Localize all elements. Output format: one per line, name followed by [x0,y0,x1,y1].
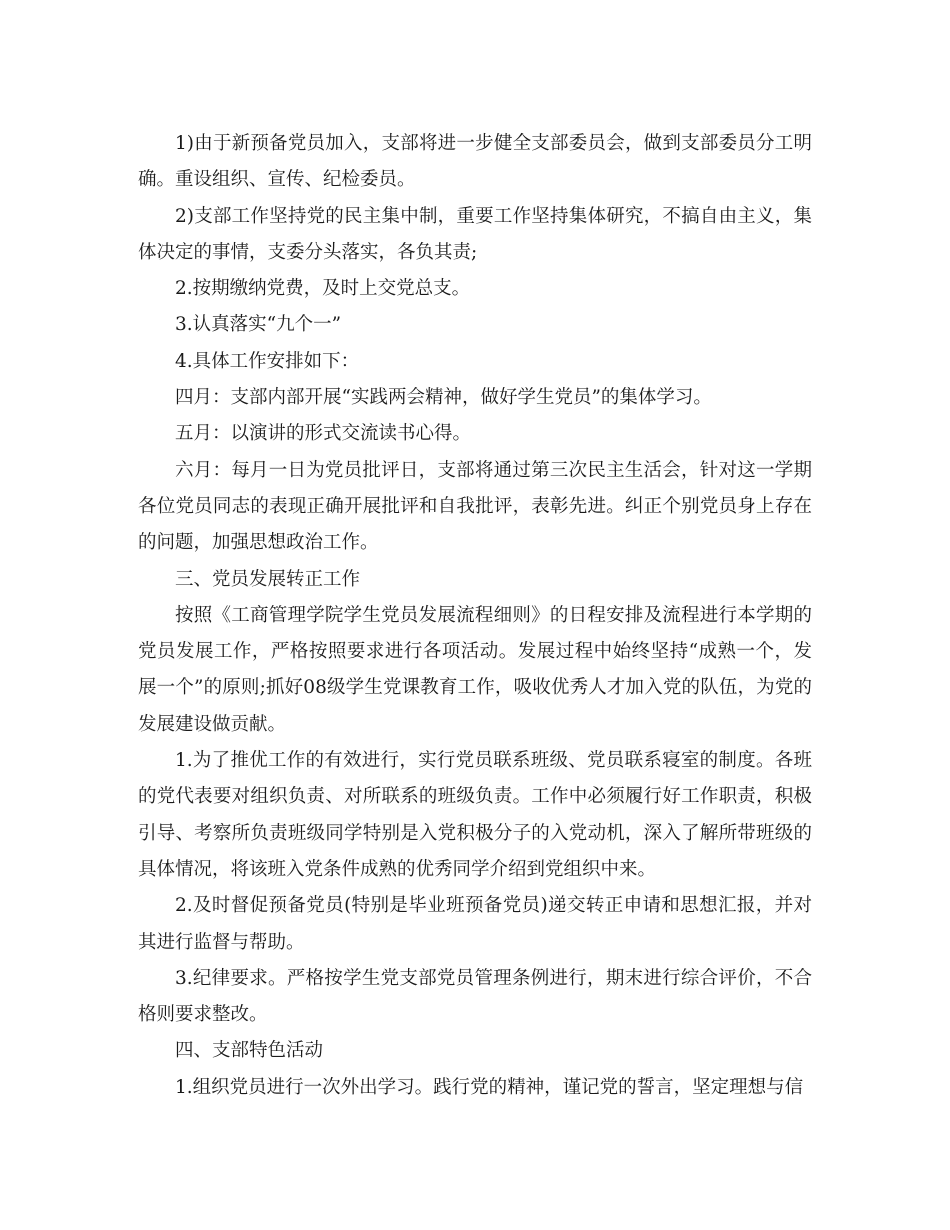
paragraph-may: 五月：以演讲的形式交流读书心得。 [175,423,472,445]
paragraph-june: 六月：每月一日为党员批评日，支部将通过第三次民主生活会，针对这一学期各位党员同志的表现正确开展批评和自我批评，表彰先进。纠正个别党员身上存在的问题，加强思想政治工作。 [138,459,812,554]
paragraph-party-dues: 2.按期缴纳党费，及时上交党总支。 [175,278,471,300]
paragraph-development-procedure: 按照《工商管理学院学生党员发展流程细则》的日程安排及流程进行本学期的党员发展工作，严格按照要求进行各项活动。发展过程中始终坚持“成熟一个，发展一个”的原则;抓好08级学生党课教育工作，吸收优秀人才加入党的队伍，为党的发展建设做贡献。 [138,604,812,735]
paragraph-discipline: 3.纪律要求。严格按学生党支部党员管理条例进行，期末进行综合评价，不合格则要求整改。 [138,967,812,1026]
paragraph-april: 四月：支部内部开展“实践两会精神，做好学生党员”的集体学习。 [175,387,712,409]
paragraph-branch-committee: 1)由于新预备党员加入，支部将进一步健全支部委员会，做到支部委员分工明确。重设组织、宣传、纪检委员。 [138,133,812,191]
paragraph-work-schedule: 4.具体工作安排如下： [175,350,360,372]
paragraph-study-trip: 1.组织党员进行一次外出学习。践行党的精神，谨记党的誓言，坚定理想与信 [175,1076,804,1098]
paragraph-nine-ones: 3.认真落实“九个一” [175,314,342,336]
section-heading-member-development: 三、党员发展转正工作 [175,568,361,590]
paragraph-recommendation-work: 1.为了推优工作的有效进行，实行党员联系班级、党员联系寝室的制度。各班的党代表要对组织负责、对所联系的班级负责。工作中必须履行好工作职责，积极引导、考察所负责班级同学特别是入党积极分子的入党动机，深入了解所带班级的具体情况，将该班入党条件成熟的优秀同学介绍到党组织中来。 [138,750,812,880]
section-heading-special-activities: 四、支部特色活动 [175,1040,324,1062]
paragraph-probationary-members: 2.及时督促预备党员(特别是毕业班预备党员)递交转正申请和思想汇报，并对其进行监督与帮助。 [138,895,812,953]
paragraph-democratic-centralism: 2)支部工作坚持党的民主集中制，重要工作坚持集体研究，不搞自由主义，集体决定的事情，支委分头落实，各负其责; [138,205,812,263]
